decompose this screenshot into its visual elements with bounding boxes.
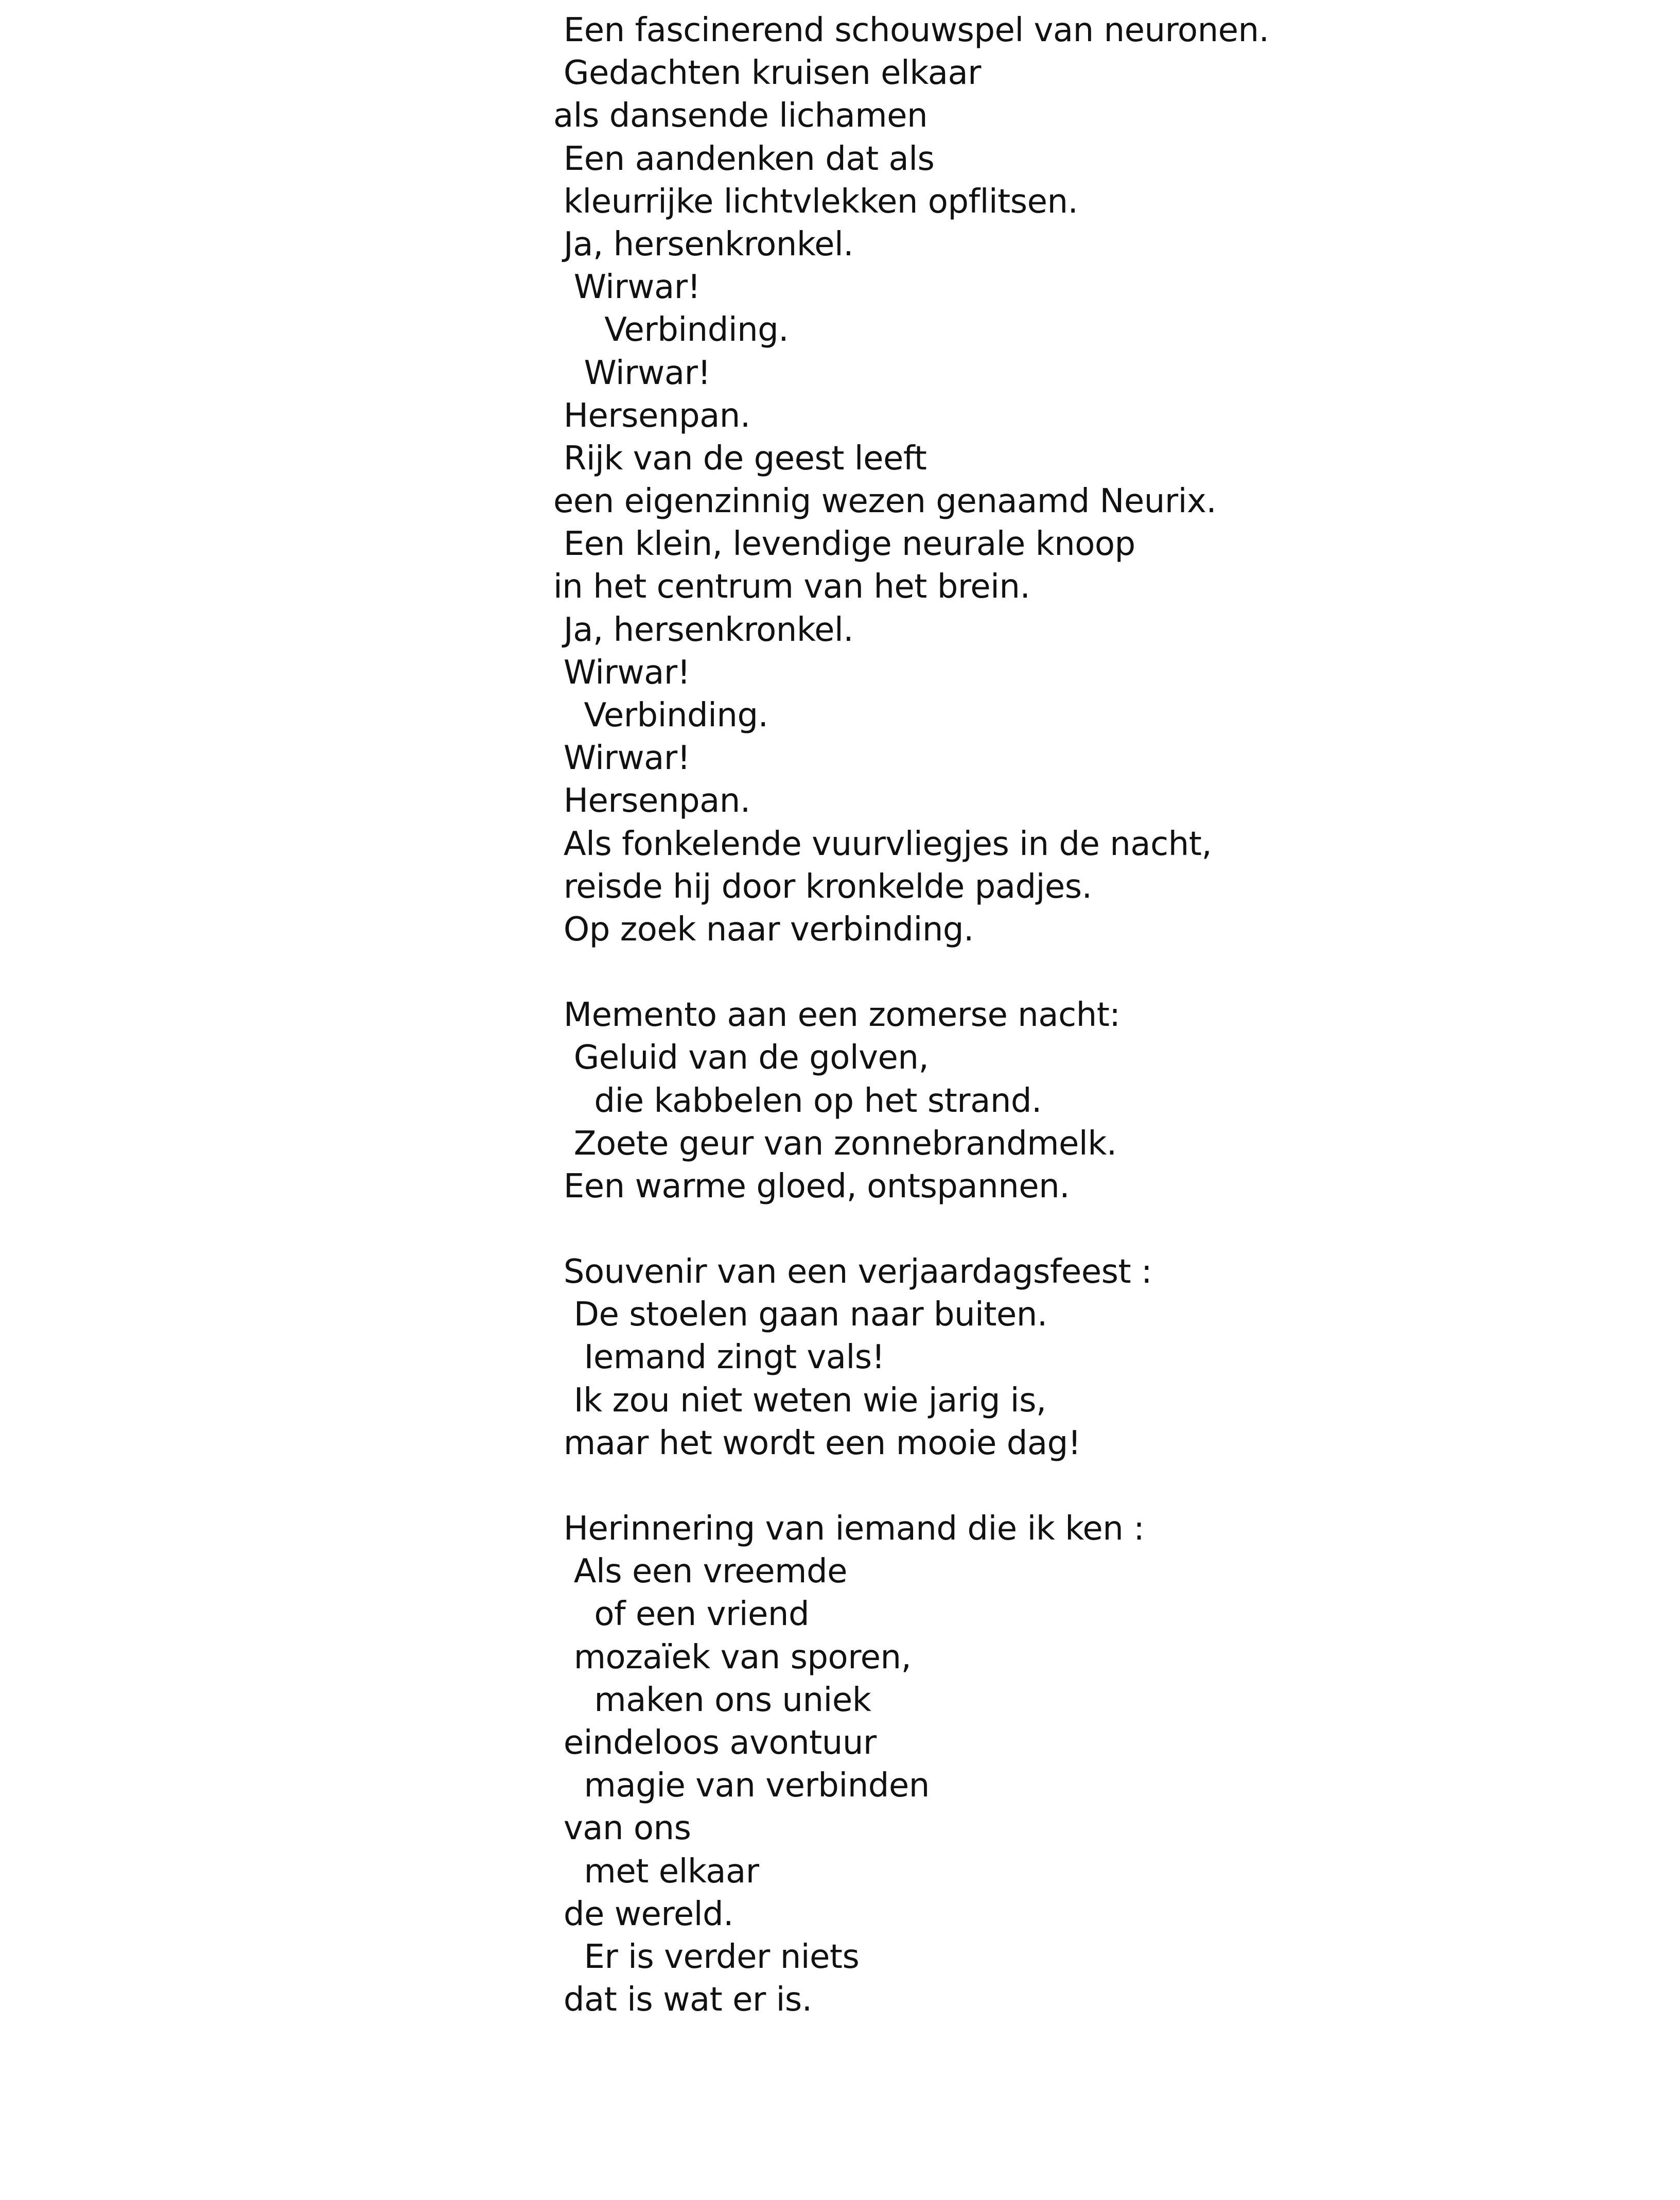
poem-line: Ik zou niet weten wie jarig is, xyxy=(553,1381,1046,1420)
poem-line: mozaïek van sporen, xyxy=(553,1638,912,1677)
poem-line: Verbinding. xyxy=(553,696,768,735)
poem-line: dat is wat er is. xyxy=(553,1981,812,2019)
poem-line: Gedachten kruisen elkaar xyxy=(553,54,981,93)
poem-line: Een warme gloed, ontspannen. xyxy=(553,1167,1070,1206)
poem-line: Hersenpan. xyxy=(553,782,750,820)
poem-line: Hersenpan. xyxy=(553,396,750,435)
stanza-herinnering xyxy=(553,1508,1377,2021)
poem-line: die kabbelen op het strand. xyxy=(553,1081,1042,1120)
poem-line: Als een vreemde xyxy=(553,1552,847,1591)
poem-line: magie van verbinden xyxy=(553,1767,930,1805)
poem-line: Ja, hersenkronkel. xyxy=(553,225,854,264)
poem-line: Memento aan een zomerse nacht: xyxy=(553,996,1121,1035)
poem-line: Op zoek naar verbinding. xyxy=(553,910,974,949)
poem-line: Wirwar! xyxy=(553,268,701,307)
poem-line: Rijk van de geest leeft xyxy=(553,439,927,478)
poem-line: of een vriend xyxy=(553,1595,810,1634)
poem-line: maar het wordt een mooie dag! xyxy=(553,1424,1081,1462)
poem xyxy=(553,9,1377,2021)
poem-line: Een aandenken dat als xyxy=(553,139,935,178)
stanza-souvenir xyxy=(553,1251,1377,1465)
poem-line: Een klein, levendige neurale knoop xyxy=(553,525,1135,564)
poem-line: Ja, hersenkronkel. xyxy=(553,610,854,649)
poem-line: de wereld. xyxy=(553,1895,733,1933)
poem-line: van ons xyxy=(553,1809,691,1848)
poem-line: Er is verder niets xyxy=(553,1937,860,1976)
poem-line: Wirwar! xyxy=(553,653,690,692)
poem-line: Verbinding. xyxy=(553,311,789,350)
poem-line: maken ons uniek xyxy=(553,1681,871,1719)
poem-line: Een fascinerend schouwspel van neuronen. xyxy=(553,11,1269,49)
poem-line: eindeloos avontuur xyxy=(553,1723,877,1762)
poem-line: Zoete geur van zonnebrandmelk. xyxy=(553,1124,1117,1163)
poem-line: in het centrum van het brein. xyxy=(553,568,1030,606)
poem-line: Souvenir van een verjaardagsfeest : xyxy=(553,1253,1152,1291)
poem-line: Herinnering van iemand die ik ken : xyxy=(553,1510,1145,1548)
poem-line: Als fonkelende vuurvliegjes in de nacht, xyxy=(553,825,1212,863)
poem-line: met elkaar xyxy=(553,1852,759,1891)
poem-line: Wirwar! xyxy=(553,354,711,392)
stanza-neurix xyxy=(553,9,1377,951)
poem-line: als dansende lichamen xyxy=(553,97,928,135)
poem-line: een eigenzinnig wezen genaamd Neurix. xyxy=(553,482,1217,521)
stanza-memento xyxy=(553,994,1377,1208)
poem-line: Wirwar! xyxy=(553,739,690,778)
poem-line: De stoelen gaan naar buiten. xyxy=(553,1296,1047,1334)
poem-line: Iemand zingt vals! xyxy=(553,1338,885,1377)
poem-line: Geluid van de golven, xyxy=(553,1039,929,1077)
poem-line: reisde hij door kronkelde padjes. xyxy=(553,867,1092,906)
poem-line: kleurrijke lichtvlekken opflitsen. xyxy=(553,182,1078,221)
